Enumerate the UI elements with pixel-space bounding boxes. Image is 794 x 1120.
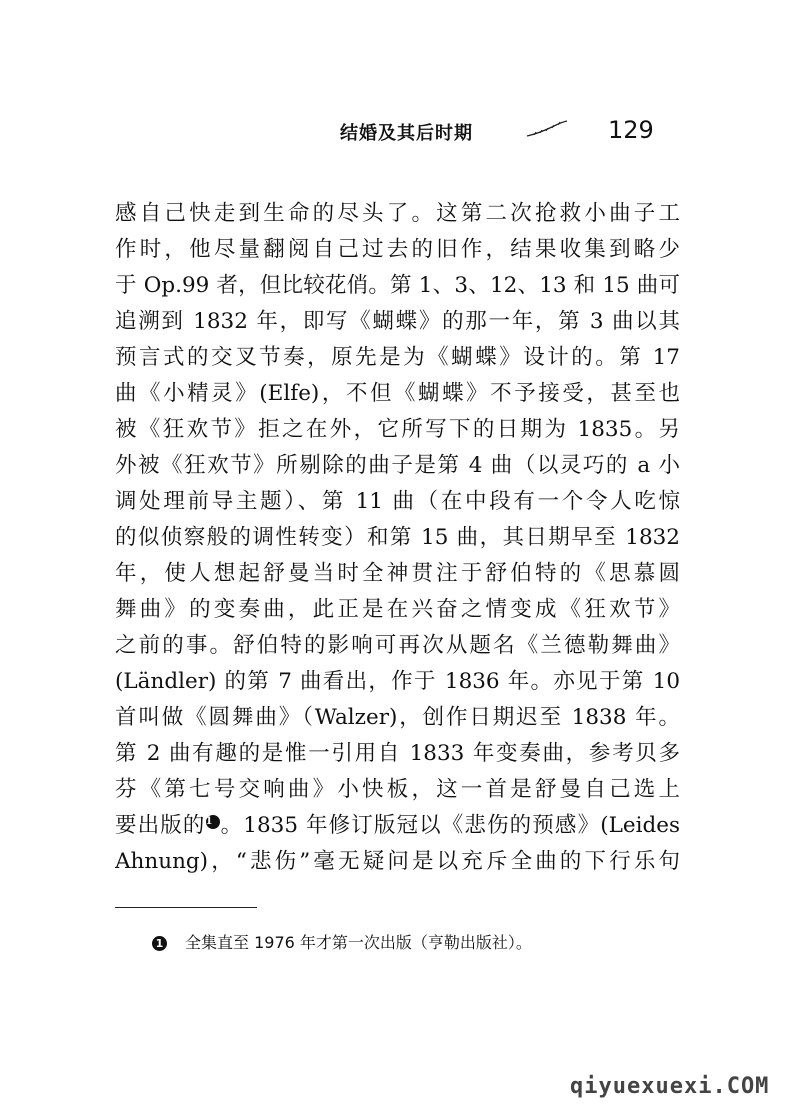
text-line: 之前的事。舒伯特的影响可再次从题名《兰德勒舞曲》: [115, 633, 680, 658]
text-line: 的似侦察般的调性转变）和第 15 曲，其日期早至 1832: [115, 525, 680, 550]
chapter-title: 结婚及其后时期: [340, 123, 473, 144]
text-line: 芬《第七号交响曲》小快板，这一首是舒曼自己选上: [115, 777, 680, 802]
text-line: 第 2 曲有趣的是惟一引用自 1833 年变奏曲，参考贝多: [115, 741, 680, 766]
text-line: 预言式的交叉节奏，原先是为《蝴蝶》设计的。第 17: [115, 345, 680, 370]
footnote-reference-marker[interactable]: 1: [206, 815, 220, 829]
text-line: 舞曲》的变奏曲，此正是在兴奋之情变成《狂欢节》: [115, 597, 680, 622]
text-segment: 。1835 年修订版冠以《悲伤的预感》(Leides: [219, 813, 680, 838]
footnote: [152, 930, 532, 953]
text-line: (Ländler) 的第 7 曲看出，作于 1836 年。亦见于第 10: [115, 669, 680, 694]
flourish-ornament-icon: [526, 120, 568, 142]
text-line-with-footnote-ref: [115, 808, 680, 844]
text-line: 作时，他尽量翻阅自己过去的旧作，结果收集到略少: [115, 237, 680, 262]
text-line: 外被《狂欢节》所剔除的曲子是第 4 曲（以灵巧的 a 小: [115, 453, 680, 478]
text-line: 感自己快走到生命的尽头了。这第二次抢救小曲子工: [115, 201, 680, 226]
body-text: [115, 196, 680, 880]
text-line: 追溯到 1832 年，即写《蝴蝶》的那一年，第 3 曲以其: [115, 309, 680, 334]
text-line: 于 Op.99 者，但比较花俏。第 1、3、12、13 和 15 曲可: [115, 273, 680, 298]
text-segment: 要出版的: [115, 813, 206, 838]
text-line: 调处理前导主题）、第 11 曲（在中段有一个令人吃惊: [115, 489, 680, 514]
footnote-divider: [115, 907, 257, 908]
footnote-text: 全集直至 1976 年才第一次出版（亨勒出版社）。: [185, 933, 532, 952]
page-number: 129: [608, 116, 654, 144]
text-line: 年，使人想起舒曼当时全神贯注于舒伯特的《思慕圆: [115, 561, 680, 586]
text-line: Ahnung)，“悲伤”毫无疑问是以充斥全曲的下行乐句: [115, 849, 680, 874]
site-watermark: qiyuexuexi.COM: [570, 1074, 770, 1099]
text-line: 首叫做《圆舞曲》（Walzer)，创作日期迟至 1838 年。: [115, 705, 680, 730]
footnote-marker: 1: [152, 936, 167, 951]
running-header: [340, 116, 660, 146]
text-line: 曲《小精灵》(Elfe)，不但《蝴蝶》不予接受，甚至也: [115, 381, 680, 406]
text-line: 被《狂欢节》拒之在外，它所写下的日期为 1835。另: [115, 417, 680, 442]
